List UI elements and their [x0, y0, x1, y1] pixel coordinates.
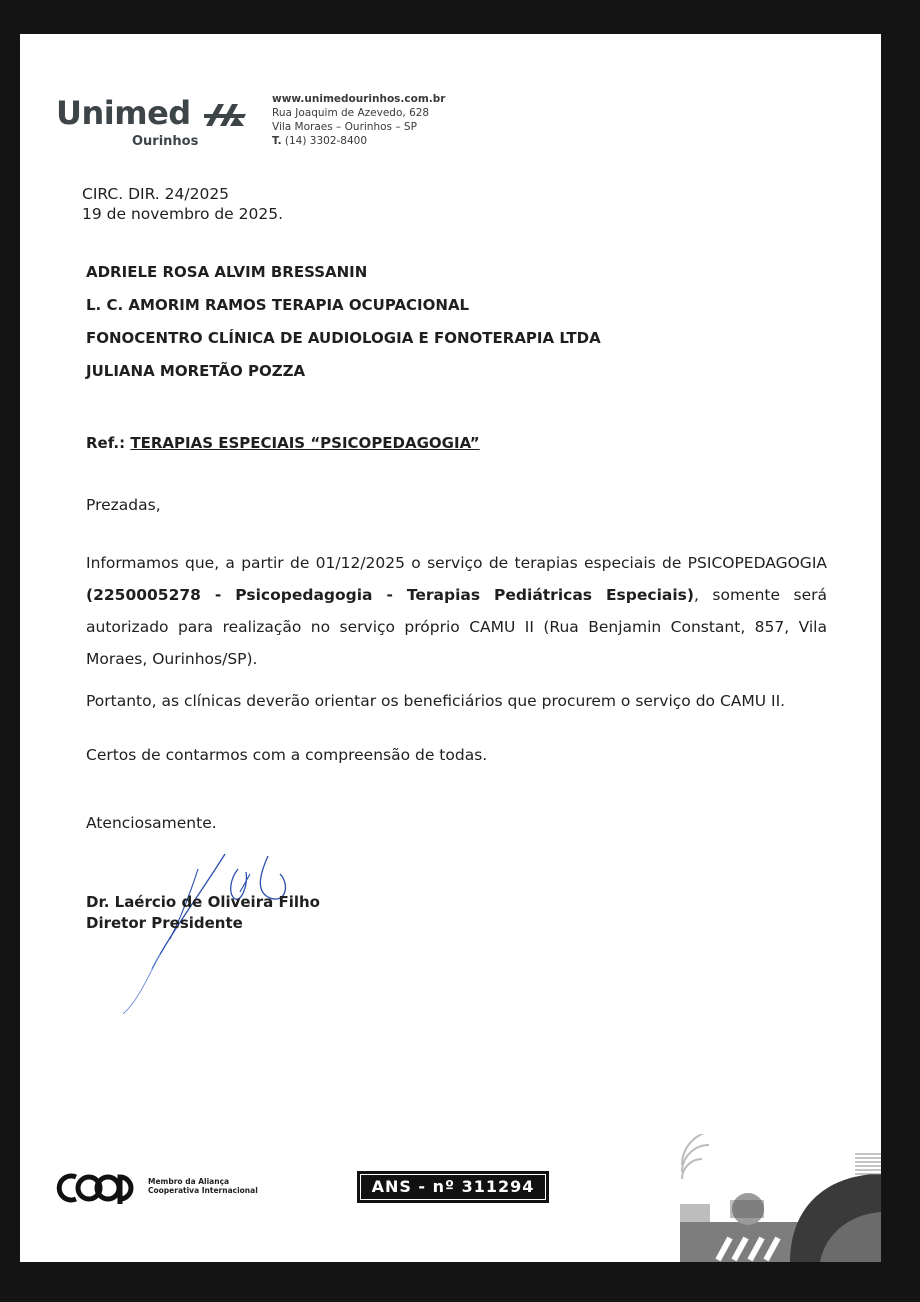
recipient: ADRIELE ROSA ALVIM BRESSANIN	[86, 263, 368, 281]
signer-name: Dr. Laércio de Oliveira Filho	[86, 893, 320, 911]
coop-line-2: Cooperativa Internacional	[148, 1186, 258, 1195]
paragraph-2: Portanto, as clínicas deverão orientar os beneficiários que procurem o serviço do CAMU II.	[86, 692, 786, 710]
phone-line	[272, 134, 445, 148]
unimed-logo	[56, 94, 246, 154]
recipient: JULIANA MORETÃO POZZA	[86, 362, 306, 380]
contact-block	[272, 92, 445, 148]
phone-label: T.	[272, 135, 282, 147]
logo-brand: Unimed	[56, 94, 191, 132]
recipient: FONOCENTRO CLÍNICA DE AUDIOLOGIA E FONOTERAPIA LTDA	[86, 329, 601, 347]
coop-membership-text	[148, 1177, 258, 1195]
closing: Atenciosamente.	[86, 814, 217, 832]
reference-line	[86, 434, 480, 452]
paragraph-1-service-code: (2250005278 - Psicopedagogia - Terapias Pediátricas Especiais)	[86, 586, 694, 604]
signer-title: Diretor Presidente	[86, 914, 243, 932]
circular-header	[82, 184, 283, 224]
decorative-corner-graphic	[670, 1134, 881, 1262]
paragraph-1-part2: , somente será autorizado para realização no serviço próprio CAMU II (Rua Benjamin Constant, 857, Vila Moraes, Ourinhos/SP).	[86, 586, 827, 668]
signer-block	[86, 892, 320, 934]
phone-number: (14) 3302-8400	[284, 135, 368, 147]
address-line-2: Vila Moraes – Ourinhos – SP	[272, 121, 417, 133]
coop-logo	[56, 1168, 276, 1208]
recipients-list	[86, 256, 601, 388]
greeting: Prezadas,	[86, 496, 161, 514]
paragraph-1-part1: Informamos que, a partir de 01/12/2025 o serviço de terapias especiais de PSICOPEDAGOGIA	[86, 554, 827, 572]
letter-page	[20, 34, 881, 1262]
paragraph-3: Certos de contarmos com a compreensão de todas.	[86, 746, 488, 764]
ref-label: Ref.:	[86, 434, 126, 452]
letter-date: 19 de novembro de 2025.	[82, 205, 284, 223]
website-text: www.unimedourinhos.com.br	[272, 93, 446, 105]
coop-line-1: Membro da Aliança	[148, 1177, 230, 1186]
ans-registration-badge: ANS - nº 311294	[357, 1171, 549, 1203]
coop-logo-icon	[56, 1168, 144, 1208]
paragraph-1	[86, 547, 827, 675]
recipient: L. C. AMORIM RAMOS TERAPIA OCUPACIONAL	[86, 296, 470, 314]
unimed-logo-icon	[204, 96, 246, 130]
address-line-1: Rua Joaquim de Azevedo, 628	[272, 107, 430, 119]
circular-number: CIRC. DIR. 24/2025	[82, 185, 230, 203]
logo-city: Ourinhos	[132, 134, 199, 149]
ref-subject: TERAPIAS ESPECIAIS “PSICOPEDAGOGIA”	[130, 434, 480, 452]
